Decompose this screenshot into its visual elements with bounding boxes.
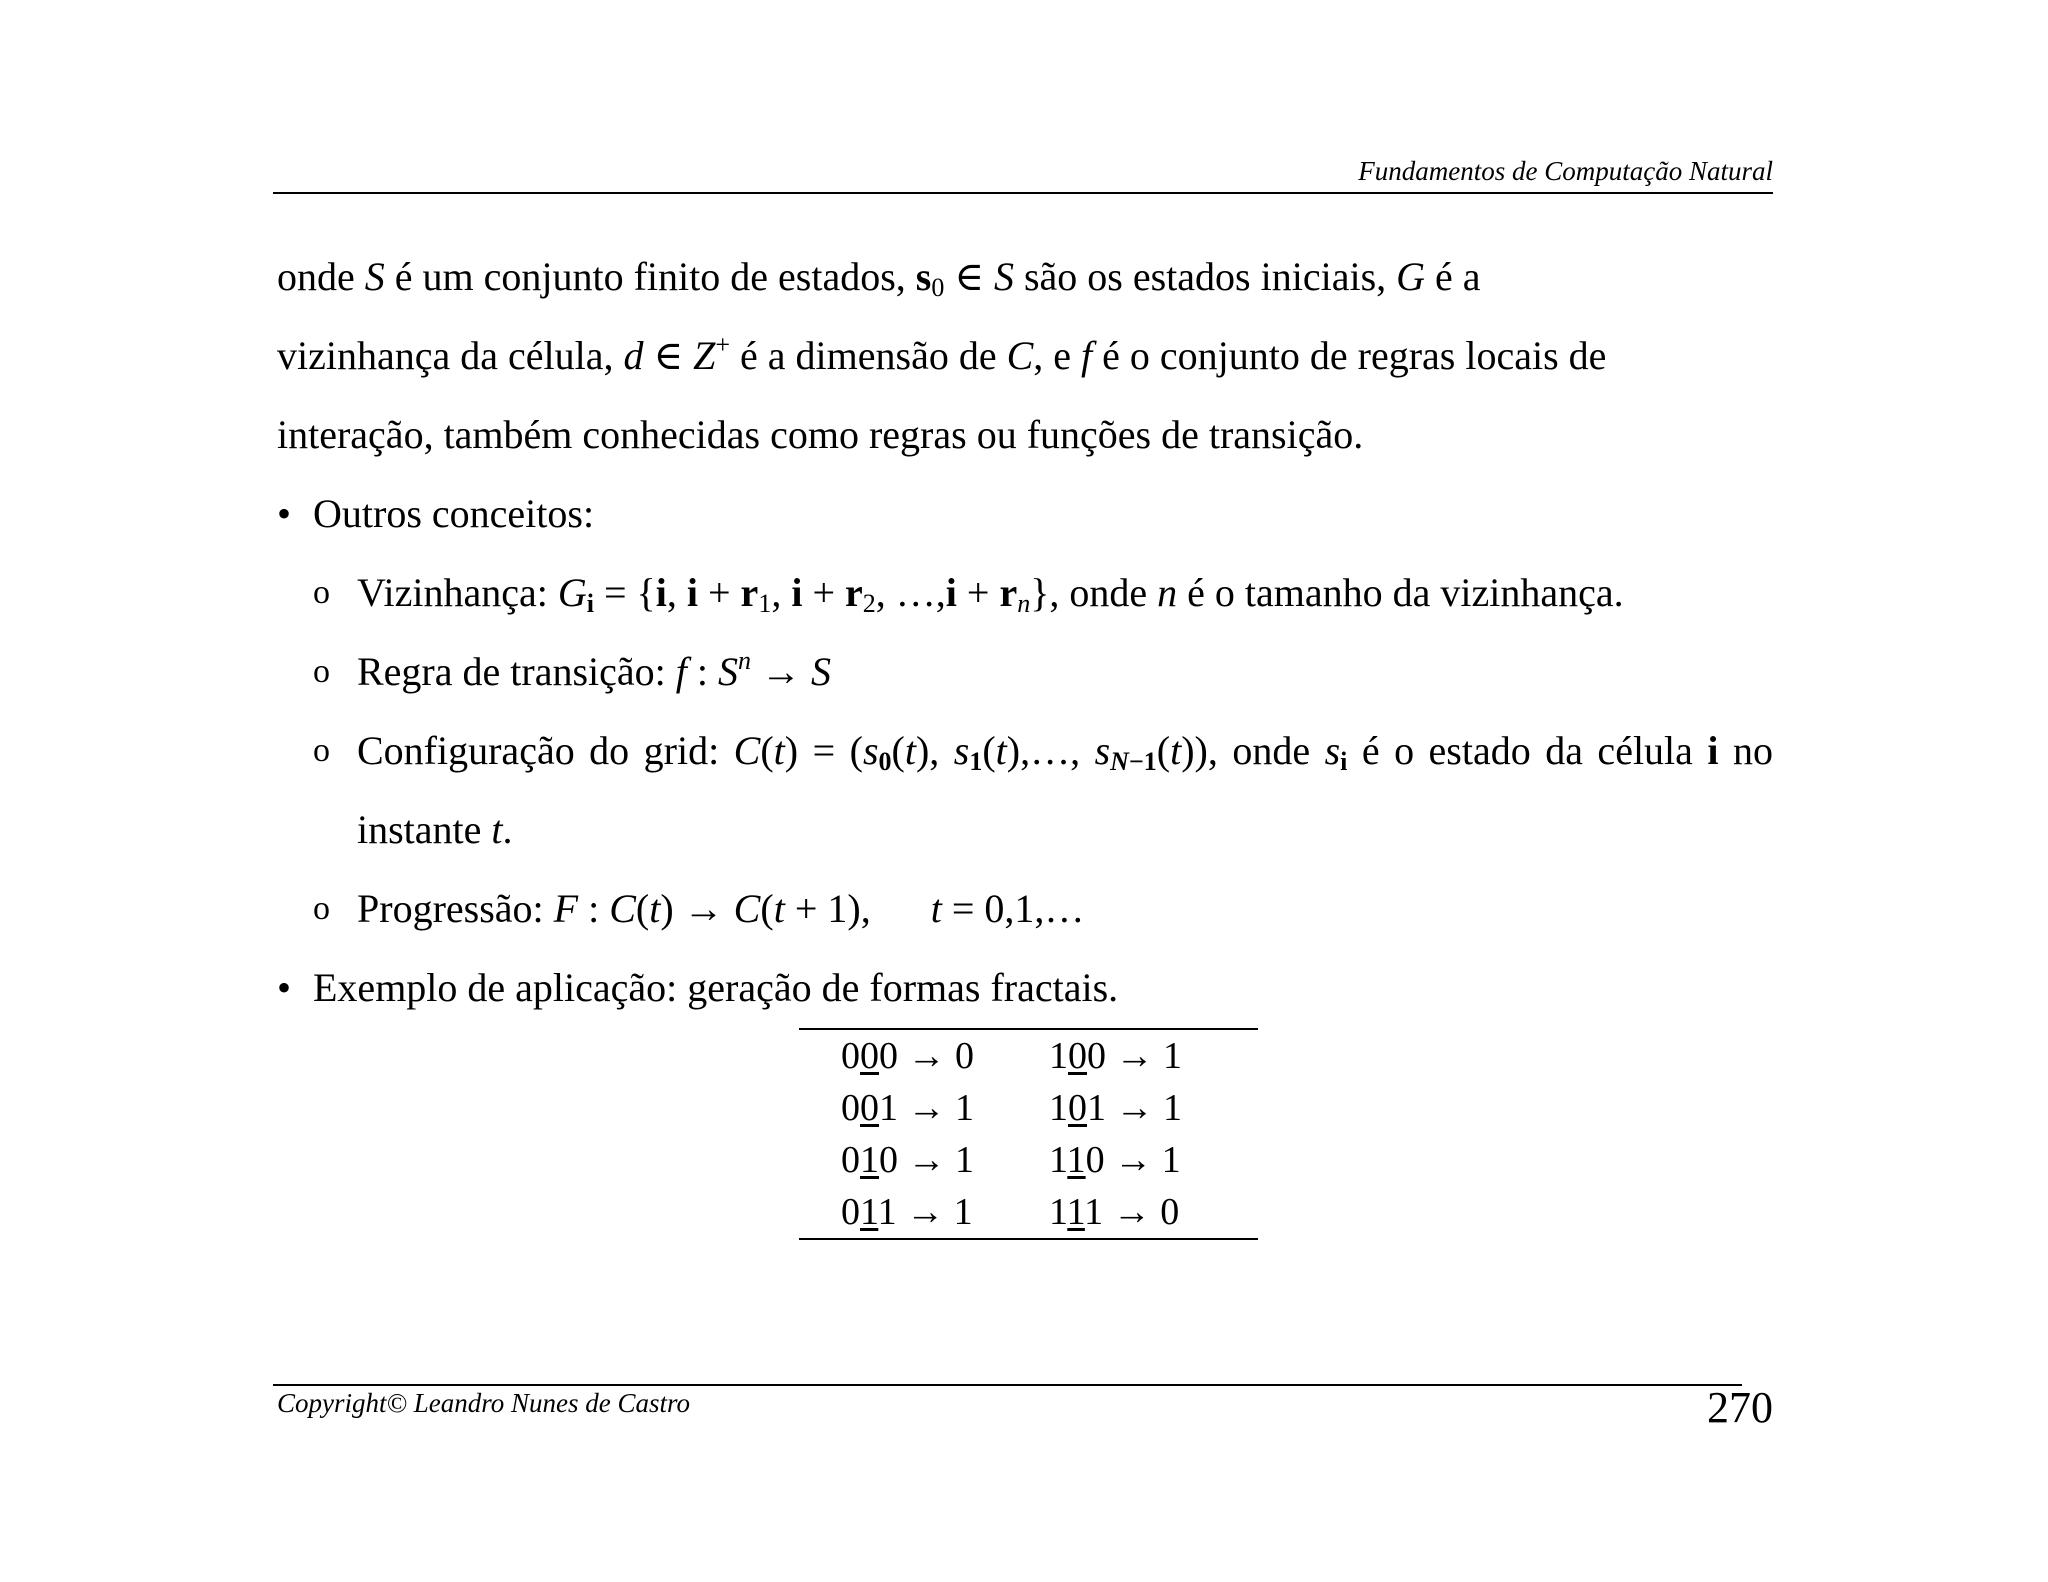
footer-rule (273, 1384, 1742, 1386)
header-rule (273, 192, 1773, 194)
circle-bullet-icon: o (313, 890, 330, 927)
rule-cell: 001 → 1 (841, 1087, 974, 1129)
copyright-notice: Copyright© Leandro Nunes de Castro (277, 1388, 691, 1418)
center-cell-bit: 1 (860, 1191, 879, 1233)
center-cell-bit: 0 (1068, 1035, 1087, 1077)
running-header: Fundamentos de Computação Natural (1358, 156, 1773, 186)
table-row (799, 1029, 1258, 1082)
table-row (799, 1134, 1258, 1186)
intro-line-1: onde S é um conjunto finito de estados, $s_0$ ∈ S são os estados iniciais, G é a (277, 254, 1481, 302)
rule-cell: 000 → 0 (841, 1035, 974, 1077)
rule-cell: 101 → 1 (1049, 1087, 1182, 1129)
circle-bullet-icon: o (313, 653, 330, 690)
bullet-dot-icon: • (277, 965, 292, 1010)
center-cell-bit: 1 (1067, 1139, 1086, 1181)
rule-cell: 011 → 1 (841, 1191, 973, 1233)
subitem-configuracao: o Configuração do grid: $C(t) = (s_0(t)$, $s_1(t),\dots$, $s_{N-1}(t)$), onde $s_i$ é o estado da célula i no instante t. (277, 711, 1773, 869)
rule-cell: 111 → 0 (1049, 1191, 1180, 1233)
center-cell-bit: 1 (1067, 1191, 1085, 1233)
bullet-outros-conceitos (277, 474, 1773, 553)
subitem-vizinhanca: o Vizinhança: $G_i = \{i$, $i + r_1$, $i + r_2$, …,i + $r_n$}, onde n é o tamanho da vizinhança. (277, 553, 1773, 632)
bullet-label: Outros conceitos: (313, 491, 595, 536)
center-cell-bit: 0 (860, 1087, 879, 1129)
page-number: 270 (1707, 1383, 1773, 1432)
transition-rules-table (799, 1028, 1258, 1240)
intro-line-3: interação, também conhecidas como regras ou funções de transição. (277, 412, 1364, 457)
table-row (799, 1082, 1258, 1134)
subitem-regra-transicao: o Regra de transição: f : $S^n \to S$ (277, 632, 1773, 711)
rule-cell: 100 → 1 (1049, 1035, 1182, 1077)
table-row (799, 1186, 1258, 1239)
bullet-exemplo (277, 948, 1773, 1027)
intro-line-2: vizinhança da célula, d ∈ Z+ é a dimensão de C, e f é o conjunto de regras locais de (277, 330, 1607, 378)
center-cell-bit: 0 (860, 1035, 879, 1077)
center-cell-bit: 1 (860, 1139, 879, 1181)
circle-bullet-icon: o (313, 732, 330, 769)
rule-cell: 010 → 1 (841, 1139, 974, 1181)
rule-cell: 110 → 1 (1049, 1139, 1181, 1181)
subitem-progressao: o Progressão: F : C(t) → C(t + 1), t = 0,1,… (277, 869, 1773, 948)
bullet-dot-icon: • (277, 491, 292, 536)
center-cell-bit: 0 (1068, 1087, 1087, 1129)
bullet-label: Exemplo de aplicação: geração de formas fractais. (313, 965, 1119, 1010)
page-body (277, 237, 1773, 1027)
circle-bullet-icon: o (313, 574, 330, 611)
